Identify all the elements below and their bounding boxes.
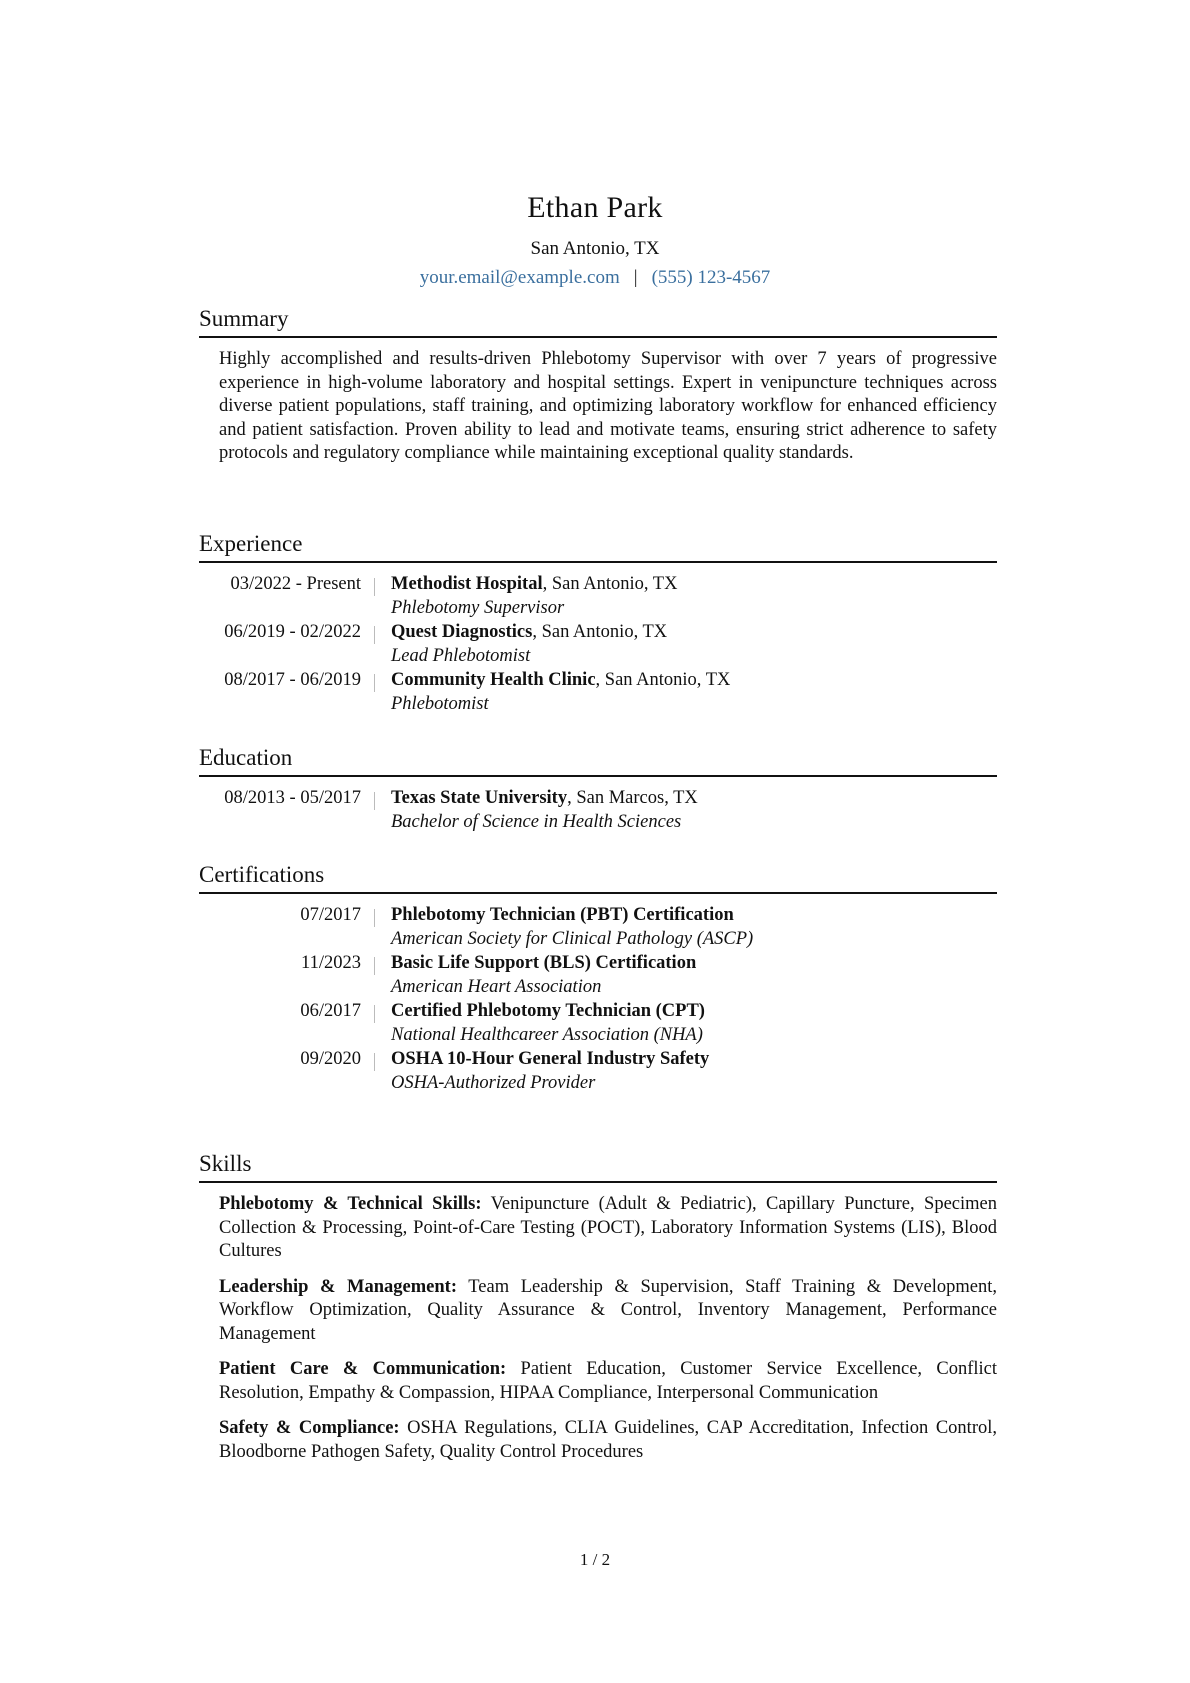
resume-header	[0, 190, 1190, 291]
entry-location: , San Antonio, TX	[595, 670, 731, 690]
candidate-name: Ethan Park	[527, 191, 663, 224]
education-section	[199, 744, 997, 835]
experience-entry	[199, 669, 997, 716]
certification-entry	[199, 1000, 997, 1047]
section-title-skills: Skills	[199, 1150, 997, 1183]
summary-section	[199, 305, 997, 466]
skill-category: Patient Care & Communication:	[219, 1359, 507, 1379]
certification-issuer: National Healthcareer Association (NHA)	[391, 1024, 703, 1045]
skill-group	[219, 1276, 997, 1347]
entry-location: , San Antonio, TX	[542, 574, 678, 594]
phone-link[interactable]: (555) 123-4567	[651, 267, 771, 288]
skill-group	[219, 1417, 997, 1464]
section-title-certifications: Certifications	[199, 861, 997, 894]
certification-issuer: OSHA-Authorized Provider	[391, 1072, 596, 1093]
certification-name: Certified Phlebotomy Technician (CPT)	[391, 1001, 705, 1021]
section-title-summary: Summary	[199, 305, 997, 338]
skill-category: Leadership & Management:	[219, 1276, 458, 1297]
skills-section	[199, 1150, 997, 1464]
entry-role: Phlebotomy Supervisor	[391, 597, 565, 618]
section-title-education: Education	[199, 744, 997, 777]
entry-organization: Community Health Clinic	[391, 670, 596, 690]
summary-text: Highly accomplished and results-driven Phlebotomy Supervisor with over 7 years of progressive experience in high-volume laboratory and hospital settings. Expert in venipuncture techniques across diverse patient populations, staff training, and optimizing laboratory workflow for enhanced efficiency and patient satisfaction. Proven ability to lead and motivate teams, ensuring strict adherence to safety protocols and regulatory compliance while maintaining exceptional quality standards.	[219, 349, 997, 463]
entry-organization: Quest Diagnostics	[391, 622, 533, 642]
skill-list: OSHA Regulations, CLIA Guidelines, CAP Accreditation, Infection Control, Bloodborne Pathogen Safety, Quality Control Procedures	[219, 1418, 998, 1462]
entry-role: Phlebotomist	[391, 693, 489, 714]
entry-date: 08/2017 - 06/2019	[199, 669, 375, 716]
certification-entry	[199, 904, 997, 951]
certification-name: Phlebotomy Technician (PBT) Certification	[391, 905, 734, 925]
email-link[interactable]: your.email@example.com	[419, 267, 620, 288]
entry-location: , San Marcos, TX	[567, 788, 698, 808]
candidate-location: San Antonio, TX	[530, 238, 660, 259]
certification-issuer: American Society for Clinical Pathology (ASCP)	[391, 928, 754, 949]
entry-date: 06/2019 - 02/2022	[199, 621, 375, 668]
skill-list: Patient Education, Customer Service Excellence, Conflict Resolution, Empathy & Compassion, HIPAA Compliance, Interpersonal Communication	[219, 1359, 997, 1403]
entry-degree: Bachelor of Science in Health Sciences	[391, 811, 682, 832]
entry-institution: Texas State University	[391, 788, 568, 808]
entry-date: 09/2020	[199, 1048, 375, 1095]
experience-entry	[199, 621, 997, 668]
certification-entry	[199, 952, 997, 999]
contact-line	[0, 265, 1190, 291]
certifications-section	[199, 861, 997, 1096]
certification-name: Basic Life Support (BLS) Certification	[391, 953, 697, 973]
entry-organization: Methodist Hospital	[391, 574, 543, 594]
skill-group	[219, 1358, 997, 1405]
skill-list: Team Leadership & Supervision, Staff Training & Development, Workflow Optimization, Quality Assurance & Control, Inventory Management, Performance Management	[219, 1276, 997, 1344]
contact-separator: |	[633, 267, 638, 288]
skill-list: Venipuncture (Adult & Pediatric), Capillary Puncture, Specimen Collection & Processing, Point-of-Care Testing (POCT), Laboratory Information Systems (LIS), Blood Cultures	[219, 1194, 997, 1261]
certification-name: OSHA 10-Hour General Industry Safety	[391, 1049, 710, 1069]
entry-date: 07/2017	[199, 904, 375, 951]
entry-location: , San Antonio, TX	[532, 622, 668, 642]
entry-date: 11/2023	[199, 952, 375, 999]
entry-date: 03/2022 - Present	[199, 573, 375, 620]
experience-entry	[199, 573, 997, 620]
page-number: 1 / 2	[579, 1550, 611, 1569]
entry-date: 08/2013 - 05/2017	[199, 787, 375, 834]
skill-category: Phlebotomy & Technical Skills:	[219, 1194, 482, 1214]
certification-entry	[199, 1048, 997, 1095]
section-title-experience: Experience	[199, 530, 997, 563]
education-entry	[199, 787, 997, 834]
entry-role: Lead Phlebotomist	[391, 645, 531, 666]
skill-category: Safety & Compliance:	[219, 1418, 400, 1438]
experience-section	[199, 530, 997, 717]
certification-issuer: American Heart Association	[391, 976, 602, 997]
entry-date: 06/2017	[199, 1000, 375, 1047]
skill-group	[219, 1193, 997, 1264]
